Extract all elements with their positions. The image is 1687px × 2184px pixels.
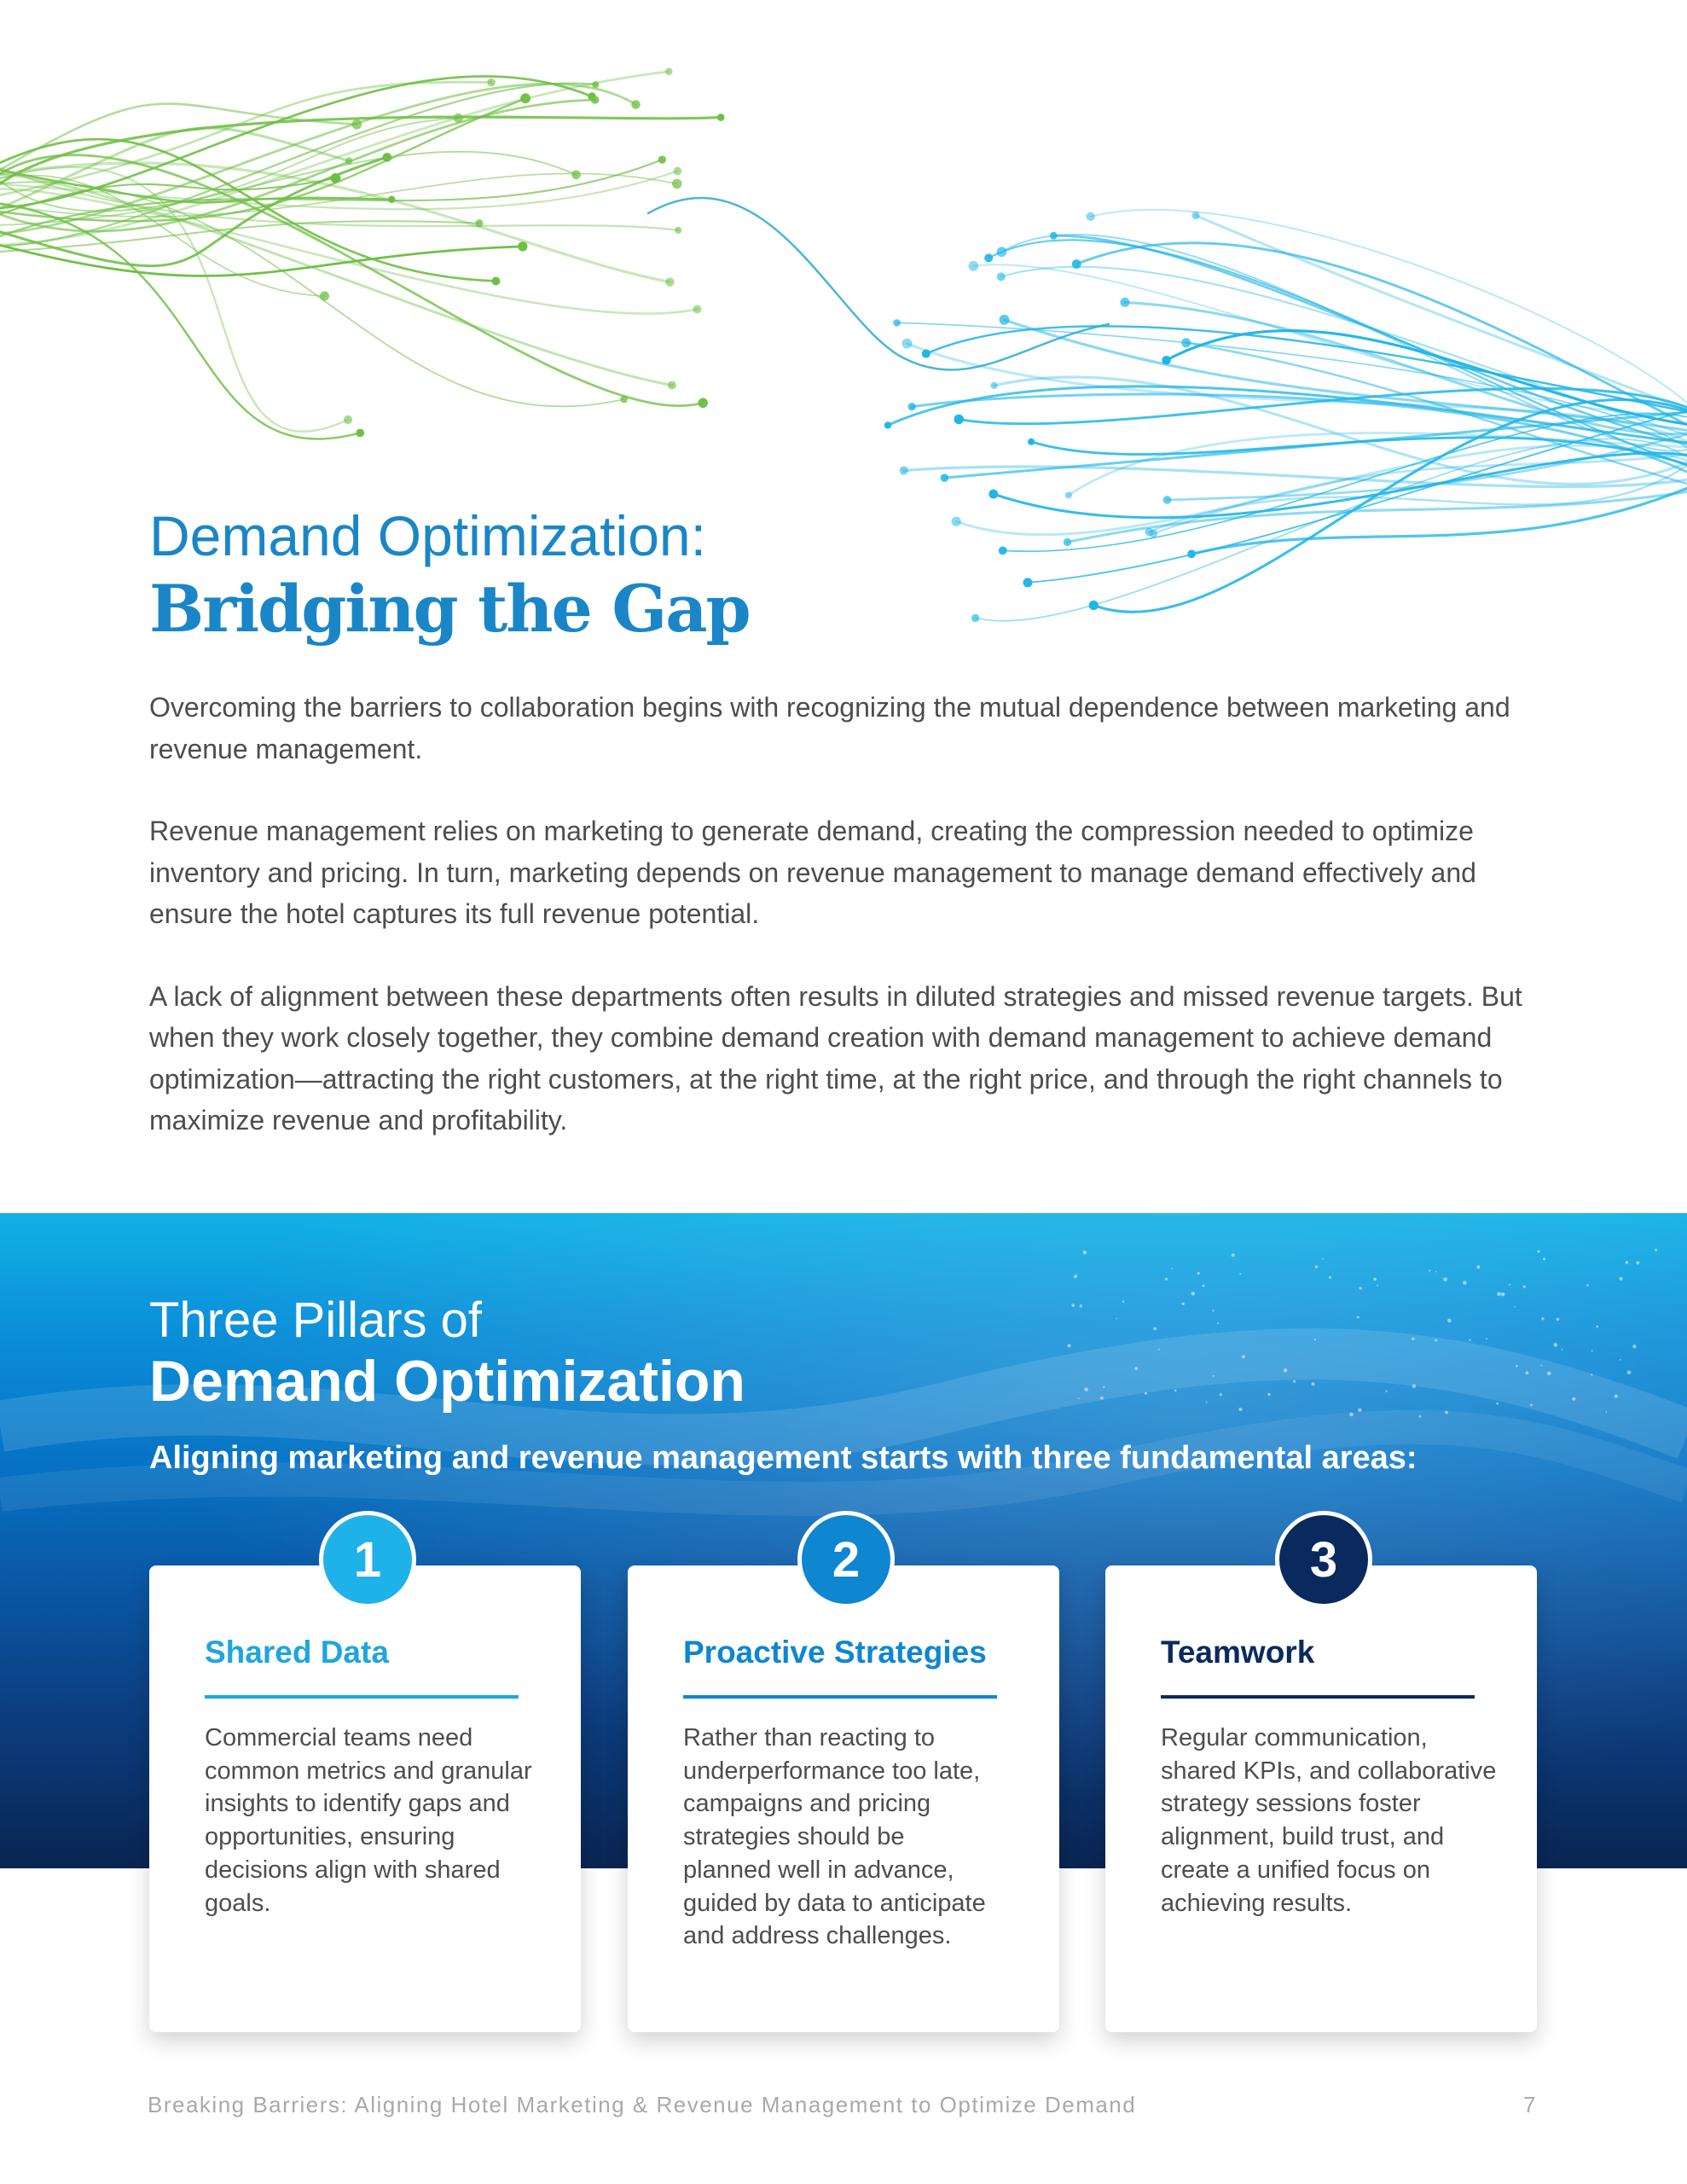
pillar-number-badge-1: 1 [319,1511,416,1608]
page-number: 7 [1523,2092,1536,2117]
intro-paragraph-1: Overcoming the barriers to collaboration begins with recognizing the mutual dependence between marketing and revenue management. [149,692,1510,764]
page-title-line-2: Bridging the Gap [149,571,750,647]
page-heading [149,503,750,650]
pillar-card-3 [1105,1531,1537,2032]
green-wave-lines [0,72,1109,439]
intro-paragraph-3: A lack of alignment between these departments often results in diluted strategies and missed revenue targets. But when they work closely together, they combine demand creation with demand management to achieve demand optimization—attracting the right customers, at the right time, at the right price, and through the right channels to maximize revenue and profitability. [149,980,1522,1136]
green-wave-dots [320,67,724,437]
pillar-card-divider-2 [683,1695,997,1699]
pillar-card-1 [149,1531,581,2032]
footer-document-title: Breaking Barriers: Aligning Hotel Marketing & Revenue Management to Optimize Demand [148,2092,1137,2117]
pillars-subtitle: Aligning marketing and revenue management starts with three fundamental areas: [149,1440,1417,1476]
pillar-number-badge-3: 3 [1275,1511,1372,1608]
pillars-title-line-1: Three Pillars of [149,1292,483,1348]
intro-text [149,687,1548,1182]
page-title-line-1: Demand Optimization: [149,504,706,567]
pillar-card-body-1: Commercial teams need common metrics and granular insights to identify gaps and opportunities, ensuring decisions align with shared goals. [205,1724,532,1917]
pillar-card-title-3: Teamwork [1161,1635,1315,1670]
pillar-card-body-3: Regular communication, shared KPIs, and collaborative strategy sessions foster alignment, build trust, and create a unified focus on achieving results. [1161,1724,1497,1917]
pillar-card-divider-1 [205,1695,519,1699]
pillar-card-title-1: Shared Data [205,1635,389,1670]
blue-wave-lines [888,210,1687,621]
pillar-number-badge-2: 2 [797,1511,895,1608]
pillar-card-2 [628,1531,1059,2032]
pillar-card-title-2: Proactive Strategies [683,1635,987,1670]
pillars-title-line-2: Demand Optimization [149,1349,745,1414]
intro-paragraph-2: Revenue management relies on marketing to generate demand, creating the compression needed to optimize inventory and pricing. In turn, marketing depends on revenue management to manage demand effectively and ensure the hotel captures its full revenue potential. [149,816,1476,929]
pillar-card-body-2: Rather than reacting to underperformance too late, campaigns and pricing strategies should be planned well in advance, guided by data to anticipate and address challenges. [683,1724,986,1950]
pillar-card-divider-3 [1161,1695,1475,1699]
